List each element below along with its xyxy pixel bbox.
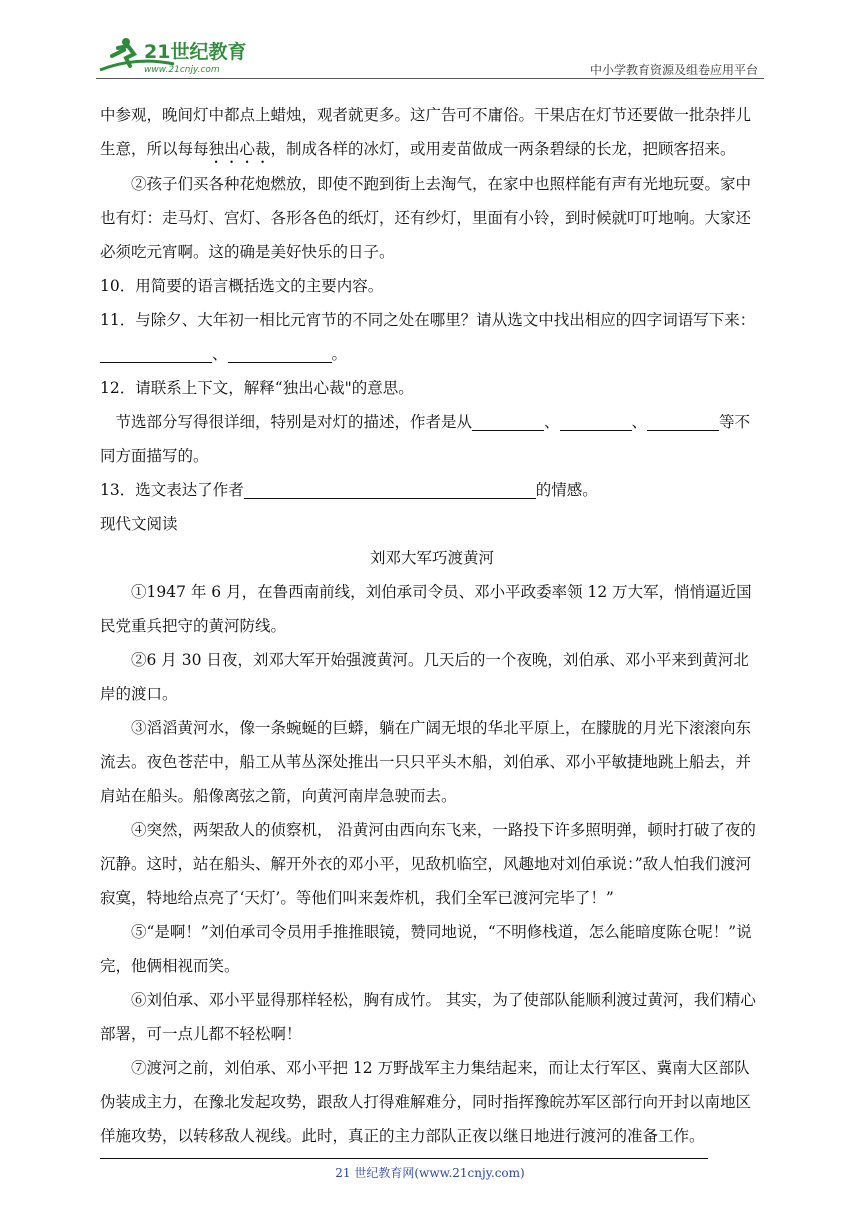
passage2-paragraph-2: ②6 月 30 日夜，刘邓大军开始强渡黄河。几天后的一个夜晚，刘伯承、邓小平来到黄河北岸的渡口。 bbox=[100, 651, 749, 703]
section-label: 现代文阅读 bbox=[100, 515, 178, 533]
question-12: 12．请联系上下文，解释“独出心裁"的意思。 bbox=[100, 379, 414, 397]
answer-blank bbox=[100, 344, 212, 363]
platform-label: 中小学教育资源及组卷应用平台 bbox=[589, 63, 758, 77]
page-header bbox=[96, 34, 764, 80]
answer-blank bbox=[244, 480, 536, 499]
answer-blank bbox=[647, 412, 719, 431]
header-divider bbox=[96, 78, 764, 79]
question-10: 10．用简要的语言概括选文的主要内容。 bbox=[100, 277, 384, 295]
passage2-paragraph-7: ⑦渡河之前，刘伯承、邓小平把 12 万野战军主力集结起来，而让太行军区、冀南大区部队伪装成主力，在豫北发起攻势，跟敌人打得难解难分，同时指挥豫皖苏军区部行向开封以南地区佯施攻势，以转移敌人视线。此时，真正的主力部队正夜以继日地进行渡河的准备工作。 bbox=[100, 1059, 752, 1145]
passage2-paragraph-5: ⑤“是啊！”刘伯承司令员用手推推眼镜，赞同地说，“不明修栈道，怎么能暗度陈仓呢！”说完，他俩相视而笑。 bbox=[100, 923, 752, 975]
footer-text: 21 世纪教育网(www.21cnjy.com) bbox=[335, 1166, 525, 1180]
question-11: 11．与除夕、大年初一相比元宵节的不同之处在哪里？请从选文中找出相应的四字词语写下来：、 。 bbox=[100, 311, 756, 363]
passage2-title: 刘邓大军巧渡黄河 bbox=[369, 549, 494, 567]
document-body bbox=[100, 98, 764, 1153]
passage2-paragraph-4: ④突然，两架敌人的侦察机， 沿黄河由西向东飞来，一路投下许多照明弹，顿时打破了夜的沉静。这时，站在船头、解开外衣的邓小平，见敌机临空，风趣地对刘伯承说：”敌人怕我们渡河寂寞，特地给点亮了‘天灯’。等他们叫来轰炸机，我们全军已渡河完毕了！” bbox=[100, 821, 756, 907]
logo-url: www.21cnjy.com bbox=[144, 65, 220, 75]
passage2-paragraph-3: ③滔滔黄河水，像一条蜿蜒的巨蟒，躺在广阔无垠的华北平原上，在朦胧的月光下滚滚向东流去。夜色苍茫中，船工从苇丛深处推出一只只平头木船，刘伯承、邓小平敏捷地跳上船去，并肩站在船头。船像离弦之箭，向黄河南岸急驶而去。 bbox=[100, 719, 752, 805]
answer-blank bbox=[472, 412, 544, 431]
passage1-paragraph-b: ②孩子们买各种花炮燃放，即使不跑到街上去淘气，在家中也照样能有声有光地玩耍。家中也有灯：走马灯、宫灯、各形各色的纸灯，还有纱灯，里面有小铃，到时候就叮叮地响。大家还必须吃元宵啊。这的确是美好快乐的日子。 bbox=[100, 175, 752, 261]
answer-blank bbox=[228, 344, 332, 363]
passage2-paragraph-1: ①1947 年 6 月，在鲁西南前线，刘伯承司令员、邓小平政委率领 12 万大军，悄悄逼近国民党重兵把守的黄河防线。 bbox=[100, 583, 752, 635]
question-13: 13．选文表达了作者 的情感。 bbox=[100, 481, 598, 499]
footer-divider bbox=[100, 1158, 708, 1159]
passage2-paragraph-6: ⑥刘伯承、邓小平显得那样轻松，胸有成竹。 其实，为了使部队能顺利渡过黄河，我们精心部署，可一点儿都不轻松啊！ bbox=[100, 991, 756, 1043]
emphasized-phrase: 独出心裁 bbox=[208, 140, 271, 158]
passage1-paragraph-a: 中参观，晚间灯中都点上蜡烛，观者就更多。这广告可不庸俗。干果店在灯节还要做一批杂拌儿生意，所以每每独出心裁，制成各样的冰灯，或用麦苗做成一两条碧绿的长龙，把顾客招来。 bbox=[100, 106, 752, 158]
answer-blank bbox=[560, 412, 632, 431]
logo-text: 21世纪教育 bbox=[144, 41, 247, 63]
question-12b: 节选部分写得很详细，特别是对灯的描述，作者是从 、 、 等不同方面描写的。 bbox=[100, 413, 751, 465]
logo bbox=[96, 34, 266, 76]
